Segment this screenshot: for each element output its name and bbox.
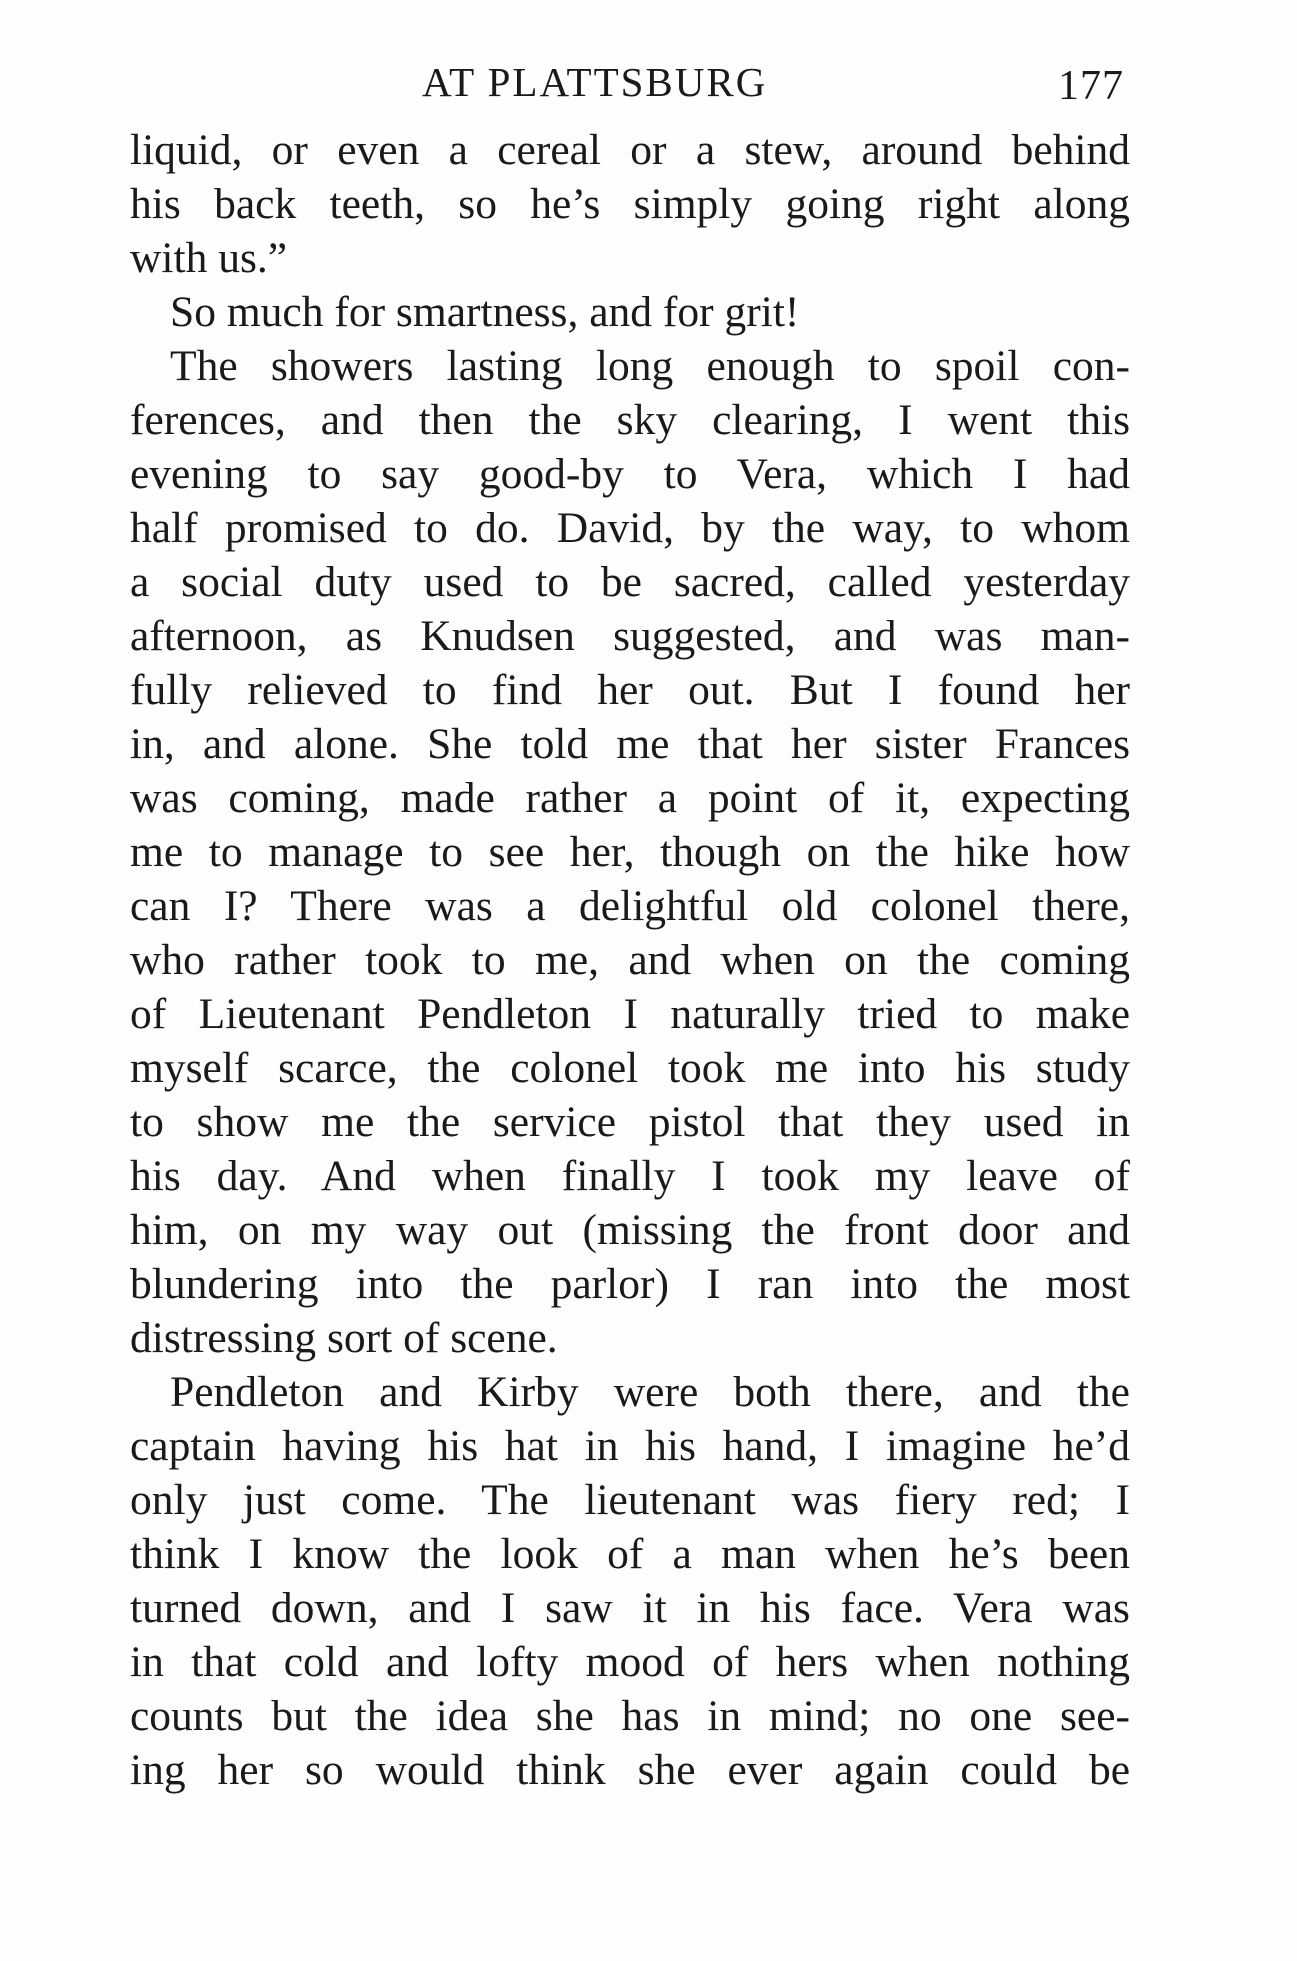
text-line: his day. And when finally I took my leave of bbox=[130, 1152, 1130, 1200]
text-line: a social duty used to be sacred, called yesterday bbox=[130, 558, 1130, 606]
text-line: liquid, or even a cereal or a stew, around behind bbox=[130, 126, 1130, 174]
text-line: in, and alone. She told me that her sister Frances bbox=[130, 720, 1130, 768]
text-line: in that cold and lofty mood of hers when nothing bbox=[130, 1638, 1130, 1686]
text-line: captain having his hat in his hand, I imagine he’d bbox=[130, 1422, 1130, 1470]
text-line: myself scarce, the colonel took me into his study bbox=[130, 1044, 1130, 1092]
text-line: who rather took to me, and when on the coming bbox=[130, 936, 1130, 984]
text-line: ing her so would think she ever again could be bbox=[130, 1746, 1130, 1794]
text-line: to show me the service pistol that they used in bbox=[130, 1098, 1130, 1146]
text-line: ferences, and then the sky clearing, I went this bbox=[130, 396, 1130, 444]
text-line: afternoon, as Knudsen suggested, and was man- bbox=[130, 612, 1130, 660]
body-text bbox=[130, 123, 1130, 1797]
text-line: was coming, made rather a point of it, expecting bbox=[130, 774, 1130, 822]
text-line: with us.” bbox=[130, 234, 288, 282]
text-line: think I know the look of a man when he’s been bbox=[130, 1530, 1130, 1578]
text-line: fully relieved to find her out. But I found her bbox=[130, 666, 1130, 714]
text-line: The showers lasting long enough to spoil con- bbox=[170, 342, 1130, 390]
text-line: half promised to do. David, by the way, to whom bbox=[130, 504, 1130, 552]
text-line: his back teeth, so he’s simply going right along bbox=[130, 180, 1130, 228]
text-line: only just come. The lieutenant was fiery red; I bbox=[130, 1476, 1130, 1524]
text-line: me to manage to see her, though on the hike how bbox=[130, 828, 1130, 876]
text-line: can I? There was a delightful old colonel there, bbox=[130, 882, 1130, 930]
text-line: turned down, and I saw it in his face. Vera was bbox=[130, 1584, 1130, 1632]
text-line: evening to say good-by to Vera, which I had bbox=[130, 450, 1130, 498]
text-line: distressing sort of scene. bbox=[130, 1314, 558, 1362]
text-line: Pendleton and Kirby were both there, and the bbox=[170, 1368, 1130, 1416]
text-line: of Lieutenant Pendleton I naturally tried to make bbox=[130, 990, 1130, 1038]
text-line: counts but the idea she has in mind; no one see- bbox=[130, 1692, 1130, 1740]
page-header bbox=[130, 52, 1130, 112]
text-line: blundering into the parlor) I ran into the most bbox=[130, 1260, 1130, 1308]
page-number: 177 bbox=[1058, 63, 1124, 109]
text-line: So much for smartness, and for grit! bbox=[170, 288, 800, 336]
running-head: AT PLATTSBURG bbox=[422, 59, 768, 105]
text-line: him, on my way out (missing the front door and bbox=[130, 1206, 1130, 1254]
